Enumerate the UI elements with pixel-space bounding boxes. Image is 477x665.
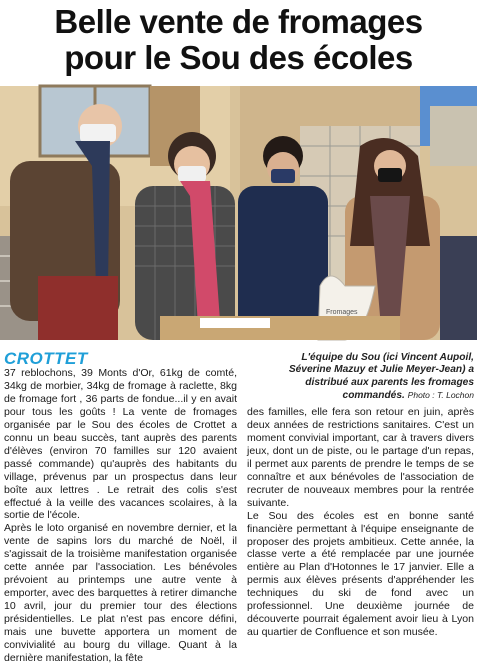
article-column-right bbox=[247, 406, 474, 639]
group-photo-illustration bbox=[0, 86, 477, 340]
headline-line-1: Belle vente de fromages bbox=[54, 3, 423, 40]
paragraph: des familles, elle fera son retour en juin, après deux années de restrictions sanitaires. C'est un moment convivial important, car à travers divers jeux, dont un de piste, ou le partage d'un repas, il permet aux parents de prendre le temps de se connaître et aux bénévoles de l'association de recruter de nouveaux membres pour la rentrée suivante. bbox=[247, 406, 474, 509]
photo-caption bbox=[262, 352, 474, 403]
paragraph: 37 reblochons, 39 Monts d'Or, 61kg de comté, 34kg de morbier, 34kg de fromage à raclette, 8kg de fromage fort , 36 parts de fondue...il y en avait pour tous les goûts ! La vente de fromages organisée par le Sou des écoles de Crottet a connu un beau succès, tant auprès des parents d'élèves (environ 70 familles sur 120 avaient passé commande) qu'auprès des habitants du village, prévenus par un prospectus dans leur boîte aux lettres . Le retrait des colis s'est effectué à la veille des vacances scolaires, à la sortie de l'école. bbox=[4, 367, 237, 522]
paragraph: Le Sou des écoles est en bonne santé financière permettant à l'équipe enseignante de proposer des projets ambitieux. Cette année, la classe verte a été remplacée par une journée entière au Plan d'Hotonnes le 17 janvier. Elle a permis aux élèves présents d'appréhender les techniques du ski de fond avec un professionnel. Une deuxième journée de découverte pourrait également avoir lieu à Lyon au quartier de Confluence et son musée. bbox=[247, 509, 474, 639]
paragraph: Après le loto organisé en novembre dernier, et la vente de sapins lors du marché de Noël, il s'agissait de la troisième manifestation organisée cette année par l'association. Les bénévoles prévoient au printemps une autre vente à emporter, avec des barquettes à retirer dimanche 10 avril, jour du premier tour des élections présidentielles. Le plat n'est pas encore défini, mais une buvette apportera un moment de convivialité au bourg du village. Quant à la dernière manifestation, la fête bbox=[4, 522, 237, 664]
article-photo bbox=[0, 86, 477, 340]
caption-text: L'équipe du Sou (ici Vincent Aupoil, Séverine Mazuy et Julie Meyer-Jean) a distribué aux parents les fromages commandés. bbox=[288, 352, 474, 402]
article-column-left bbox=[4, 367, 237, 665]
headline-line-2: pour le Sou des écoles bbox=[64, 39, 413, 76]
article-headline bbox=[0, 4, 477, 76]
photo-credit: Photo : T. Lochon bbox=[407, 390, 474, 401]
location-kicker: CROTTET bbox=[4, 349, 88, 368]
bag-label: Fromages bbox=[326, 309, 358, 316]
